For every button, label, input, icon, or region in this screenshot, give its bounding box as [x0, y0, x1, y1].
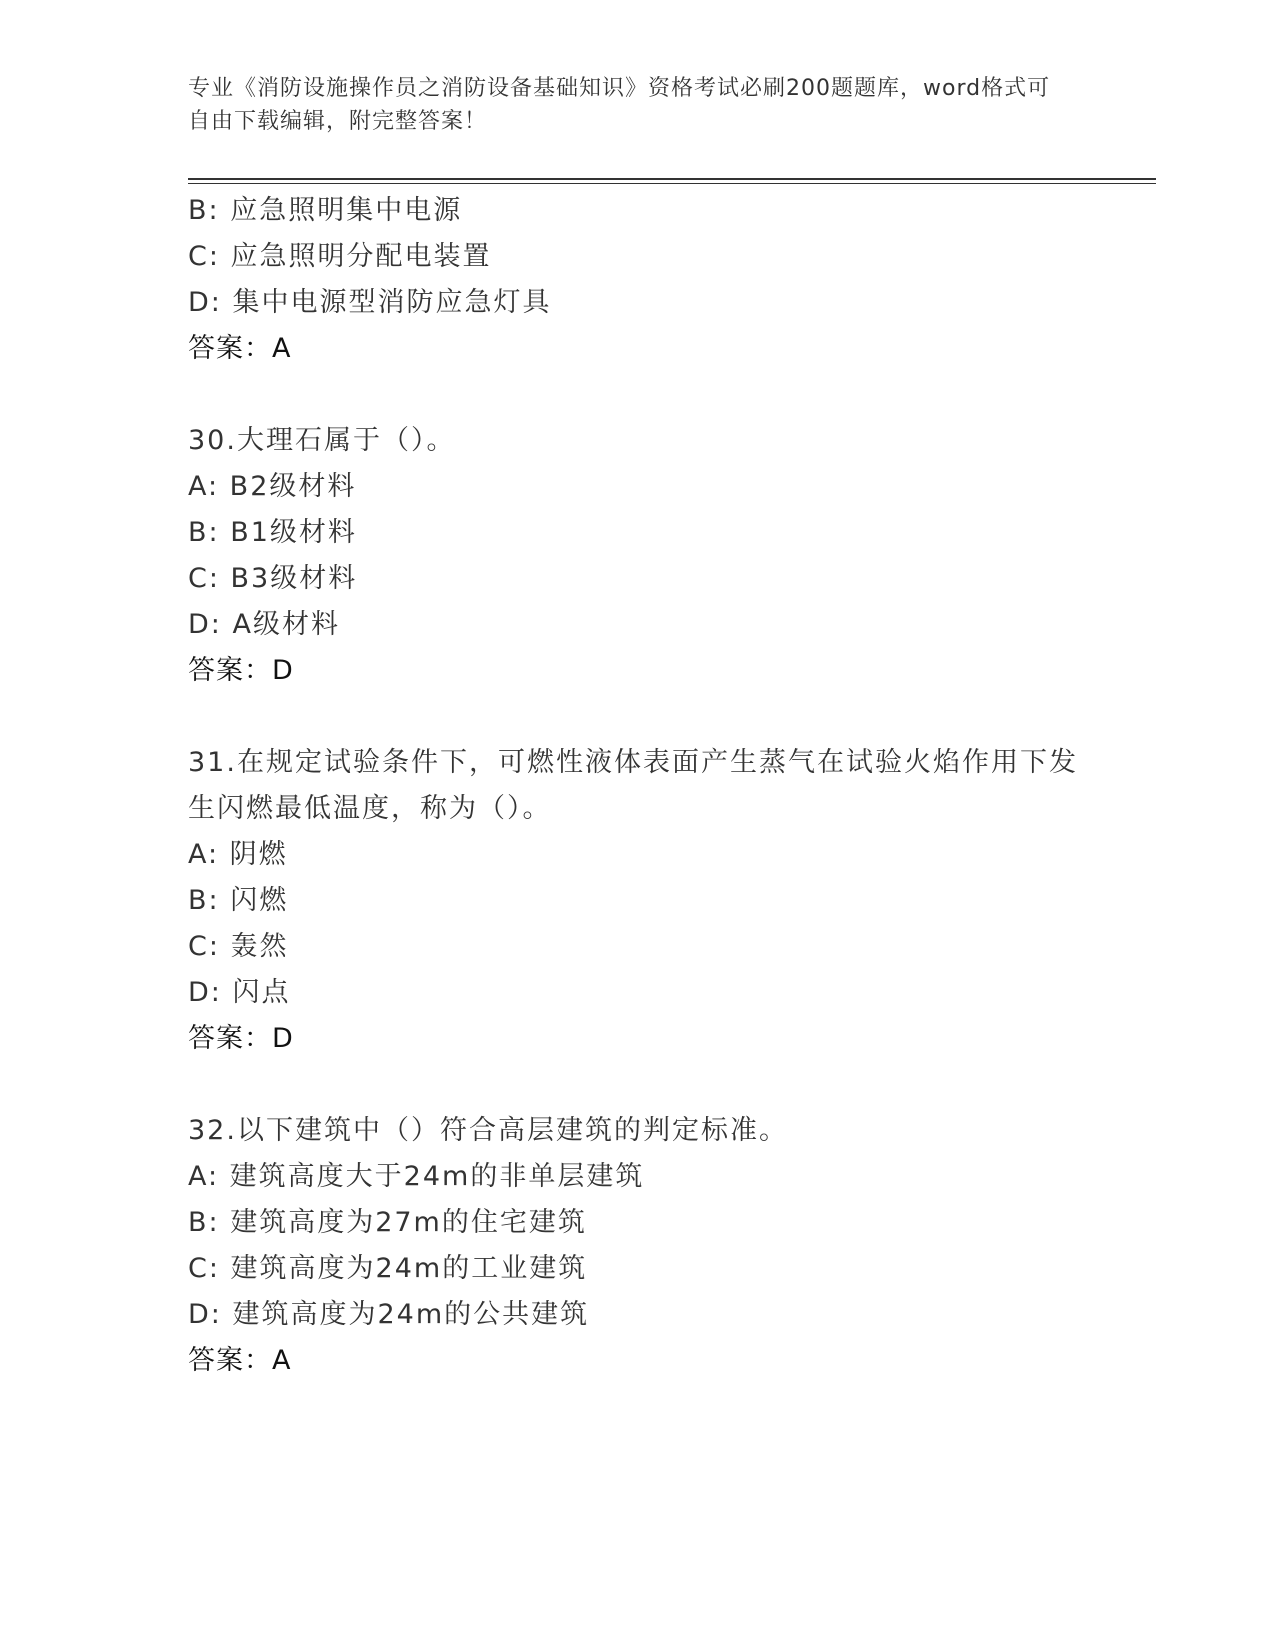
- option-d: D: 集中电源型消防应急灯具: [188, 287, 552, 318]
- header-divider-thick: [188, 178, 1156, 180]
- answer-line: 答案：A: [188, 1345, 292, 1376]
- spacer: [188, 1062, 1088, 1108]
- option-a: A: B2级材料: [188, 471, 357, 502]
- option-c: C: 建筑高度为24m的工业建筑: [188, 1253, 588, 1284]
- question-block-continued: [188, 188, 1088, 372]
- option-d: D: 建筑高度为24m的公共建筑: [188, 1299, 590, 1330]
- option-b: B: 应急照明集中电源: [188, 195, 463, 226]
- option-a: A: 建筑高度大于24m的非单层建筑: [188, 1161, 645, 1192]
- answer-line: 答案：A: [188, 333, 292, 364]
- question-block-31: [188, 740, 1088, 1062]
- option-d: D: A级材料: [188, 609, 340, 640]
- answer-line: 答案：D: [188, 655, 294, 686]
- spacer: [188, 372, 1088, 418]
- option-c: C: 轰然: [188, 931, 289, 962]
- option-b: B: B1级材料: [188, 517, 357, 548]
- option-c: C: B3级材料: [188, 563, 358, 594]
- question-block-32: [188, 1108, 1088, 1384]
- document-header: 专业《消防设施操作员之消防设备基础知识》资格考试必刷200题题库，word格式可自由下载编辑，附完整答案！: [188, 76, 1051, 134]
- option-a: A: 阴燃: [188, 839, 288, 870]
- question-list: [188, 188, 1088, 1384]
- option-d: D: 闪点: [188, 977, 291, 1008]
- spacer: [188, 694, 1088, 740]
- option-b: B: 闪燃: [188, 885, 289, 916]
- question-stem: 31.在规定试验条件下，可燃性液体表面产生蒸气在试验火焰作用下发生闪燃最低温度，称为（）。: [188, 747, 1078, 824]
- question-stem: 32.以下建筑中（）符合高层建筑的判定标准。: [188, 1115, 788, 1146]
- question-block-30: [188, 418, 1088, 694]
- answer-line: 答案：D: [188, 1023, 294, 1054]
- option-c: C: 应急照明分配电装置: [188, 241, 492, 272]
- option-b: B: 建筑高度为27m的住宅建筑: [188, 1207, 587, 1238]
- question-stem: 30.大理石属于（）。: [188, 425, 456, 456]
- header-divider-thin: [188, 183, 1156, 184]
